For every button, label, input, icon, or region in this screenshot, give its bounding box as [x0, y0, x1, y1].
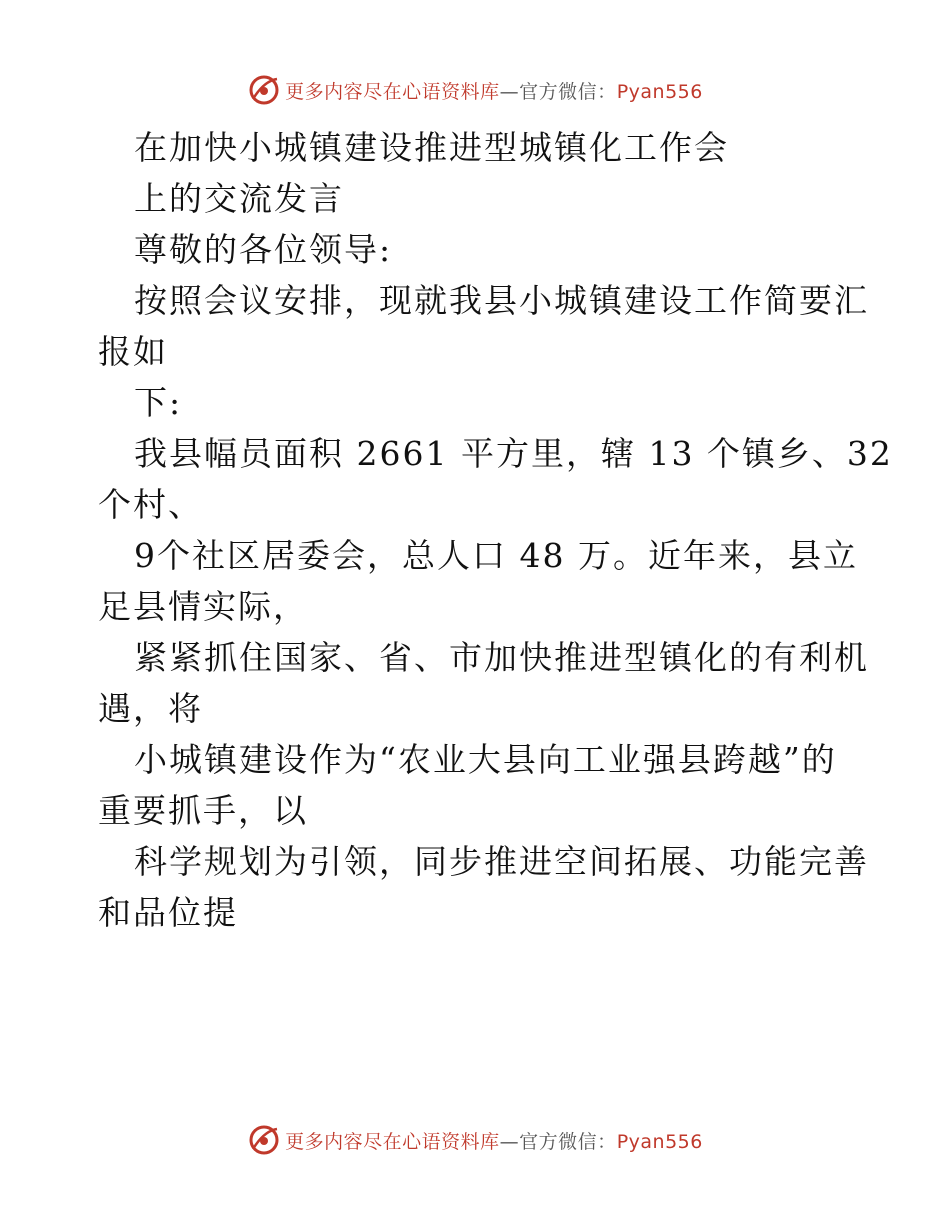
watermark-wechat: Pyan556	[616, 80, 703, 103]
header-watermark	[0, 70, 950, 110]
paragraph-line: 我县幅员面积 2661 平方里，辖 13 个镇乡、32	[134, 434, 893, 473]
paragraph-line: 足县情实际，	[98, 587, 308, 626]
paragraph-line: 按照会议安排，现就我县小城镇建设工作简要汇	[134, 281, 869, 320]
paragraph-line: 重要抓手，以	[98, 791, 308, 830]
paragraph-line: 9个社区居委会，总人口 48 万。近年来，县立	[134, 536, 858, 575]
document-body	[98, 122, 893, 938]
paragraph-line: 紧紧抓住国家、省、市加快推进型镇化的有利机	[134, 638, 869, 677]
watermark-separator: —	[499, 1130, 520, 1153]
footer-watermark	[0, 1120, 950, 1160]
watermark-label: 官方微信：	[519, 1130, 617, 1153]
brand-logo-icon	[247, 73, 281, 107]
paragraph-line: 个村、	[98, 485, 203, 524]
watermark-brand: 更多内容尽在心语资料库	[285, 80, 500, 103]
watermark-wechat: Pyan556	[616, 1130, 703, 1153]
watermark-separator: —	[499, 80, 520, 103]
watermark-brand: 更多内容尽在心语资料库	[285, 1130, 500, 1153]
paragraph-line: 和品位提	[98, 893, 238, 932]
watermark-text	[285, 1127, 703, 1154]
paragraph-line: 报如	[98, 332, 168, 371]
paragraph-line: 小城镇建设作为“农业大县向工业强县跨越”的	[134, 740, 837, 779]
watermark-text	[285, 77, 703, 104]
paragraph-line: 科学规划为引领，同步推进空间拓展、功能完善	[134, 842, 869, 881]
title-line-1: 在加快小城镇建设推进型城镇化工作会	[134, 128, 729, 167]
title-line-2: 上的交流发言	[134, 179, 344, 218]
paragraph-line: 下:	[134, 383, 183, 422]
paragraph-line: 遇，将	[98, 689, 203, 728]
salutation: 尊敬的各位领导:	[134, 230, 393, 269]
brand-logo-icon	[247, 1123, 281, 1157]
watermark-label: 官方微信：	[519, 80, 617, 103]
